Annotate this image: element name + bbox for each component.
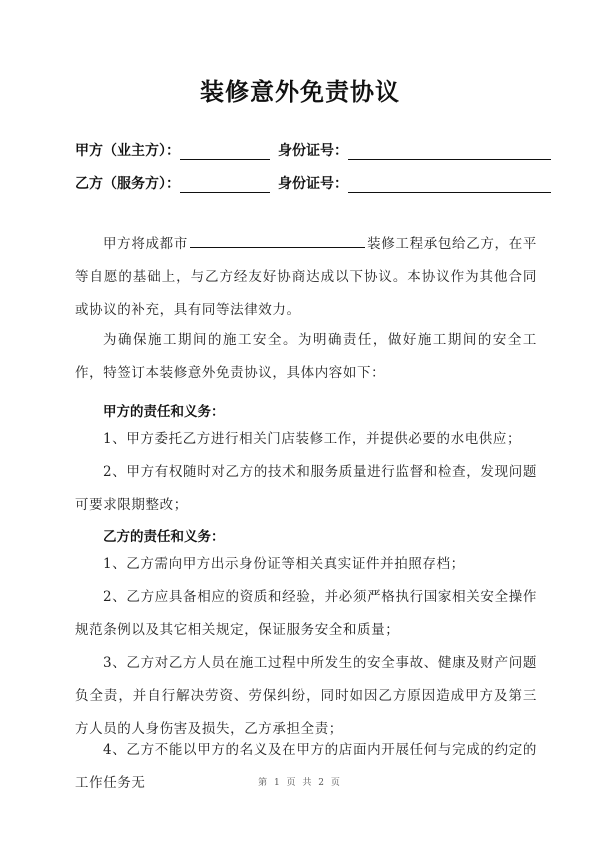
page-number-footer: 第 1 页 共 2 页	[258, 778, 342, 788]
intro-after-blank: 装修工程承包给乙方，在平等自愿的基础上，与乙方经友好协商达成以下协议。本协议作为其他合同或协议的补充，具有同等法律效力。	[75, 236, 537, 318]
party-b-id-label: 身份证号：	[278, 176, 348, 192]
section-b-item: 3、乙方对乙方人员在施工过程中所发生的安全事故、健康及财产问题负全责，并自行解决劳资、劳保纠纷，同时如因乙方原因造成甲方及第三方人员的人身伤害及损失，乙方承担全责；	[75, 655, 537, 737]
section-a-item: 2、甲方有权随时对乙方的技术和服务质量进行监督和检查，发现问题可要求限期整改；	[75, 464, 537, 513]
city-address-blank[interactable]	[190, 233, 365, 248]
section-a-heading: 甲方的责任和义务：	[103, 404, 225, 420]
section-b-item: 4、乙方不能以甲方的名义及在甲方的店面内开展任何与完成的约定的工作任务无	[75, 742, 537, 791]
party-b-id-blank[interactable]	[348, 176, 551, 193]
section-a-item: 1、甲方委托乙方进行相关门店装修工作，并提供必要的水电供应；	[103, 431, 522, 447]
party-a-id-blank[interactable]	[348, 143, 551, 160]
party-b-name-blank[interactable]	[180, 176, 270, 193]
purpose-paragraph: 为确保施工期间的施工安全。为明确责任，做好施工期间的安全工作，特签订本装修意外免责协议，具体内容如下：	[75, 332, 537, 381]
party-a-id-label: 身份证号：	[278, 143, 348, 159]
party-b-row	[75, 171, 551, 193]
party-a-label: 甲方（业主方）：	[75, 143, 180, 159]
party-b-label: 乙方（服务方）：	[75, 176, 180, 192]
intro-paragraph	[75, 228, 537, 327]
section-b-heading: 乙方的责任和义务：	[103, 529, 225, 545]
section-b-item: 2、乙方应具备相应的资质和经验，并必须严格执行国家相关安全操作规范条例以及其它相关规定，保证服务安全和质量；	[75, 589, 537, 638]
party-a-name-blank[interactable]	[180, 143, 270, 160]
document-title: 装修意外免责协议	[200, 78, 400, 106]
party-a-row	[75, 138, 551, 160]
intro-before-blank: 甲方将成都市	[103, 236, 188, 252]
section-b-item: 1、乙方需向甲方出示身份证等相关真实证件并拍照存档；	[103, 556, 465, 572]
